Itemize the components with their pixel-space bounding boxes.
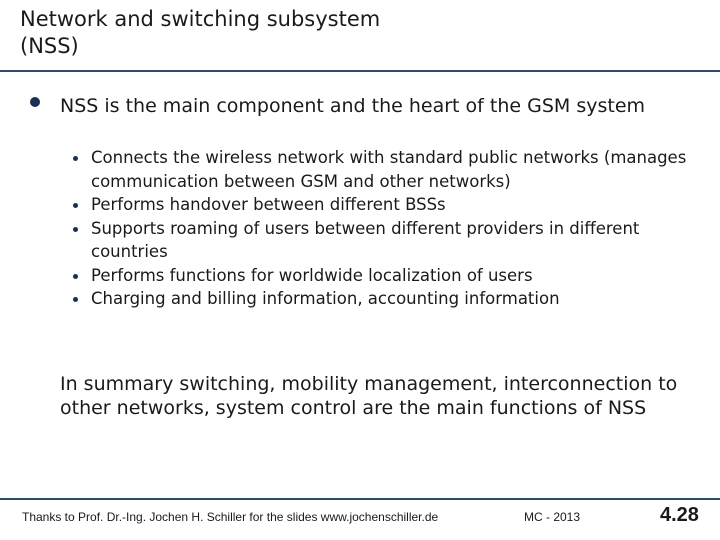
slide-title-line-1: Network and switching subsystem [20,7,381,31]
main-bullet-text: NSS is the main component and the heart of the GSM system [60,95,646,117]
page-number: 4.28 [660,504,699,526]
sub-bullet-list [68,146,698,311]
title-divider [0,70,720,72]
sub-bullet-item: Performs functions for worldwide localization of users [68,264,698,288]
sub-bullet-item: Charging and billing information, accounting information [68,287,698,311]
slide-title [20,6,680,60]
main-bullet-marker [30,97,40,107]
sub-bullet-item: Connects the wireless network with standard public networks (manages communication between GSM and other networks) [68,146,698,193]
footer-credit: Thanks to Prof. Dr.-Ing. Jochen H. Schiller for the slides www.jochenschiller.de [22,510,439,524]
footer-course-label: MC - 2013 [524,510,581,524]
sub-bullet-item: Supports roaming of users between different providers in different countries [68,217,698,264]
summary-text: In summary switching, mobility management, interconnection to other networks, system control are the main functions of NSS [60,373,678,419]
footer-divider [0,498,720,500]
slide-title-line-2: (NSS) [20,34,79,58]
sub-bullet-item: Performs handover between different BSSs [68,193,698,217]
